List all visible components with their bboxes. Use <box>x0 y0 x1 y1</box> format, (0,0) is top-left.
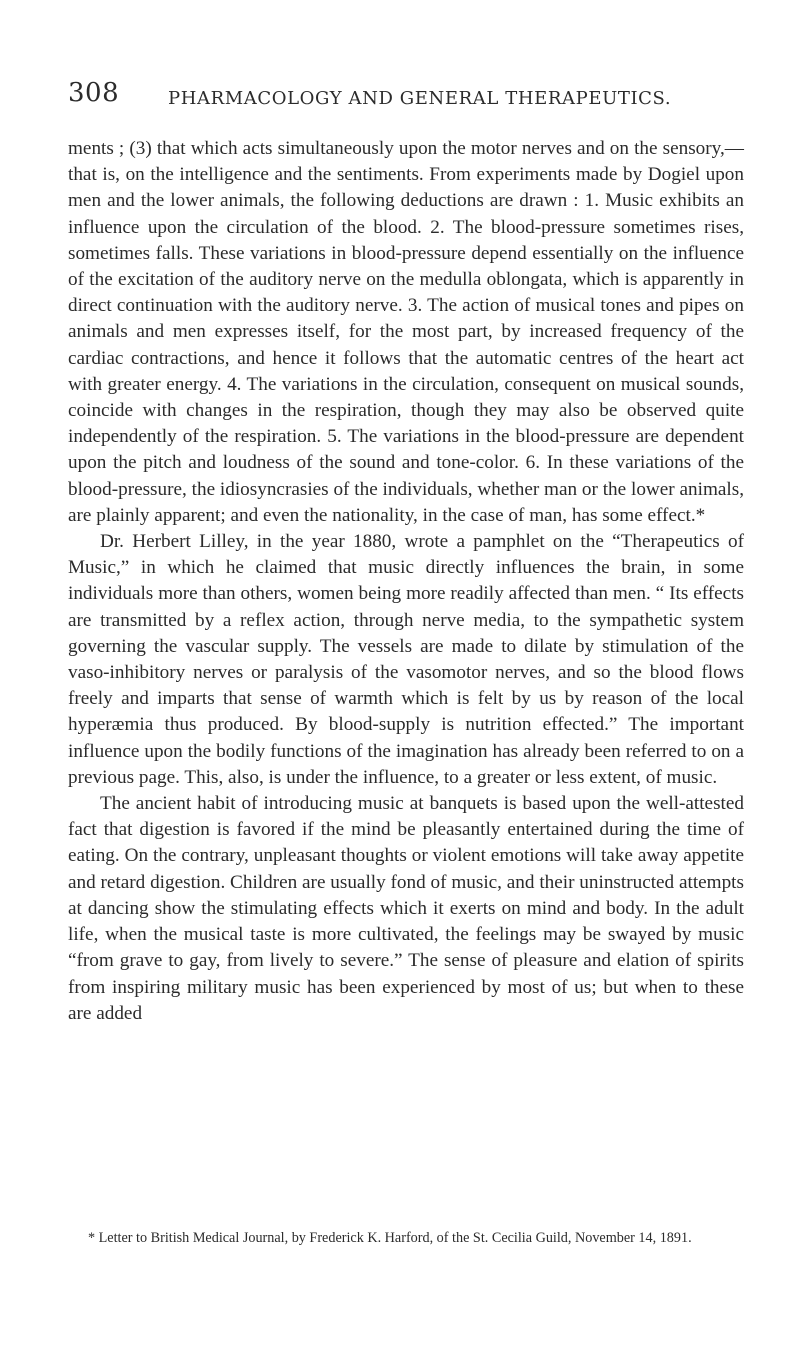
body-text <box>68 136 744 1027</box>
paragraph-lilley: Dr. Herbert Lilley, in the year 1880, wrote a pamphlet on the “Therapeutics of Music,” in which he claimed that music directly influences the brain, in some individuals more than others, women being more readily affected than men. “ Its effects are transmitted by a reflex action, through nerve media, to the sympathetic system governing the vascular supply. The vessels are made to dilate by stimulation of the vaso-inhibitory nerves or paralysis of the vasomotor nerves, and so the blood flows freely and imparts that sense of warmth which is felt by us by reason of the local hyperæmia thus produced. By blood-supply is nutrition effected.” The important influence upon the bodily functions of the imagination has already been referred to on a previous page. This, also, is under the influence, to a greater or less extent, of music. <box>68 531 744 788</box>
page-number: 308 <box>68 78 120 108</box>
paragraph-banquets: The ancient habit of introducing music at banquets is based upon the well-attested fact that digestion is favored if the mind be pleasantly entertained during the time of eating. On the contrary, unpleasant thoughts or violent emotions will take away appetite and retard digestion. Children are usually fond of music, and their uninstructed attempts at dancing show the stimulating effects which it exerts on mind and body. In the adult life, when the musical taste is more cultivated, the feelings may be swayed by music “from grave to gay, from lively to severe.” The sense of pleasure and elation of spirits from inspiring military music has been experienced by most of us; but when to these are added <box>68 793 744 1024</box>
paragraph-continued: ments ; (3) that which acts simultaneously upon the motor nerves and on the sensory,—that is, on the intelligence and the sentiments. From experiments made by Dogiel upon men and the lower animals, the following deductions are drawn : 1. Music exhibits an influence upon the circulation of the blood. 2. The blood-pressure sometimes rises, sometimes falls. These variations in blood-pressure depend essentially on the influence of the excitation of the auditory nerve on the medulla oblongata, which is apparently in direct continuation with the auditory nerve. 3. The action of musical tones and pipes on animals and men expresses itself, for the most part, by increased frequency of the cardiac contractions, and hence it follows that the automatic centres of the heart act with greater energy. 4. The variations in the circulation, consequent on musical sounds, coincide with changes in the respiration, though they may also be observed quite independently of the respiration. 5. The variations in the blood-pressure are dependent upon the pitch and loudness of the sound and tone-color. 6. In these variations of the blood-pressure, the idiosyncrasies of the individuals, whether man or the lower animals, are plainly apparent; and even the nationality, in the case of man, has some effect.* <box>68 138 744 526</box>
page-header <box>68 78 708 118</box>
footnote: * Letter to British Medical Journal, by Frederick K. Harford, of the St. Cecilia Guild, November 14, 1891. <box>88 1230 692 1246</box>
running-head: PHARMACOLOGY AND GENERAL THERAPEUTICS. <box>168 88 672 109</box>
